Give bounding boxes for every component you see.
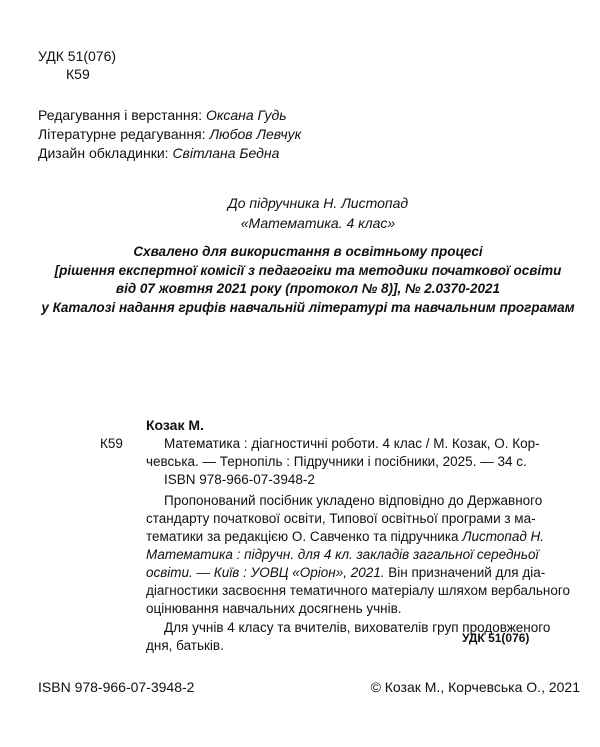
audience-line: дня, батьків. xyxy=(146,638,224,653)
approval-line: Схвалено для використання в освітньому процесі xyxy=(133,244,483,259)
annotation-line xyxy=(146,528,544,546)
credit-name: Світлана Бедна xyxy=(172,145,280,161)
credit-label: Дизайн обкладинки: xyxy=(38,145,173,161)
annotation-line: оцінювання навчальних досягнень учнів. xyxy=(146,601,402,616)
credit-cover-design xyxy=(38,145,279,161)
annotation-line: Математика : підручн. для 4 кл. закладів загальної середньої xyxy=(146,547,539,562)
approval-line: від 07 жовтня 2021 року (протокол № 8)], № 2.0370-2021 xyxy=(115,281,501,296)
footer-copyright: © Козак М., Корчевська О., 2021 xyxy=(370,679,580,695)
textbook-line: «Математика. 4 клас» xyxy=(240,215,396,231)
catalog-mark: К59 xyxy=(100,436,123,451)
annotation-text: освіти. — Київ : УОВЦ «Оріон», 2021. xyxy=(146,565,389,580)
audience-line: Для учнів 4 класу та вчителів, вихователів груп продовженого xyxy=(164,620,551,635)
annotation-line: стандарту початкової освіти, Типової освітньої програми з ма- xyxy=(146,511,536,526)
annotation-line: Пропонований посібник укладено відповідно до Державного xyxy=(164,493,543,508)
credit-label: Редагування і верстання: xyxy=(38,107,206,123)
credit-label: Літературне редагування: xyxy=(38,126,210,142)
catalog-desc-line: чевська. — Тернопіль : Підручники і посібники, 2025. — 34 с. xyxy=(146,454,527,469)
approval-line: у Каталозі надання грифів навчальній літературі та навчальним програмам xyxy=(41,299,575,315)
catalog-isbn: ISBN 978-966-07-3948-2 xyxy=(164,472,315,487)
credit-literary-editing xyxy=(38,126,301,142)
annotation-line: діагностики засвоєння тематичного матеріалу шляхом вербального xyxy=(146,583,570,598)
annotation-line xyxy=(146,564,545,582)
textbook-line: До підручника Н. Листопад xyxy=(227,195,409,211)
catalog-desc-line: Математика : діагностичні роботи. 4 клас / М. Козак, О. Кор- xyxy=(164,436,540,451)
credit-name: Оксана Гудь xyxy=(205,107,287,123)
approval-line: [рішення експертної комісії з педагогіки та методики початкової освіти xyxy=(54,262,562,278)
annotation-text: тематики за редакцією О. Савченко та підручника xyxy=(146,529,463,544)
credit-name: Любов Левчук xyxy=(209,126,302,142)
annotation-italic-name: Листопад Н. xyxy=(462,529,545,544)
udk-code: УДК 51(076) xyxy=(38,48,117,64)
footer-isbn: ISBN 978-966-07-3948-2 xyxy=(38,679,195,695)
approval-stamp xyxy=(38,243,578,317)
catalog-author: Козак М. xyxy=(146,417,204,433)
textbook-reference xyxy=(180,193,456,233)
annotation-udk: УДК 51(076) xyxy=(462,631,530,645)
credit-editing xyxy=(38,107,287,123)
annotation-text: Він призначений для діа- xyxy=(388,565,546,580)
author-mark: К59 xyxy=(66,66,90,82)
